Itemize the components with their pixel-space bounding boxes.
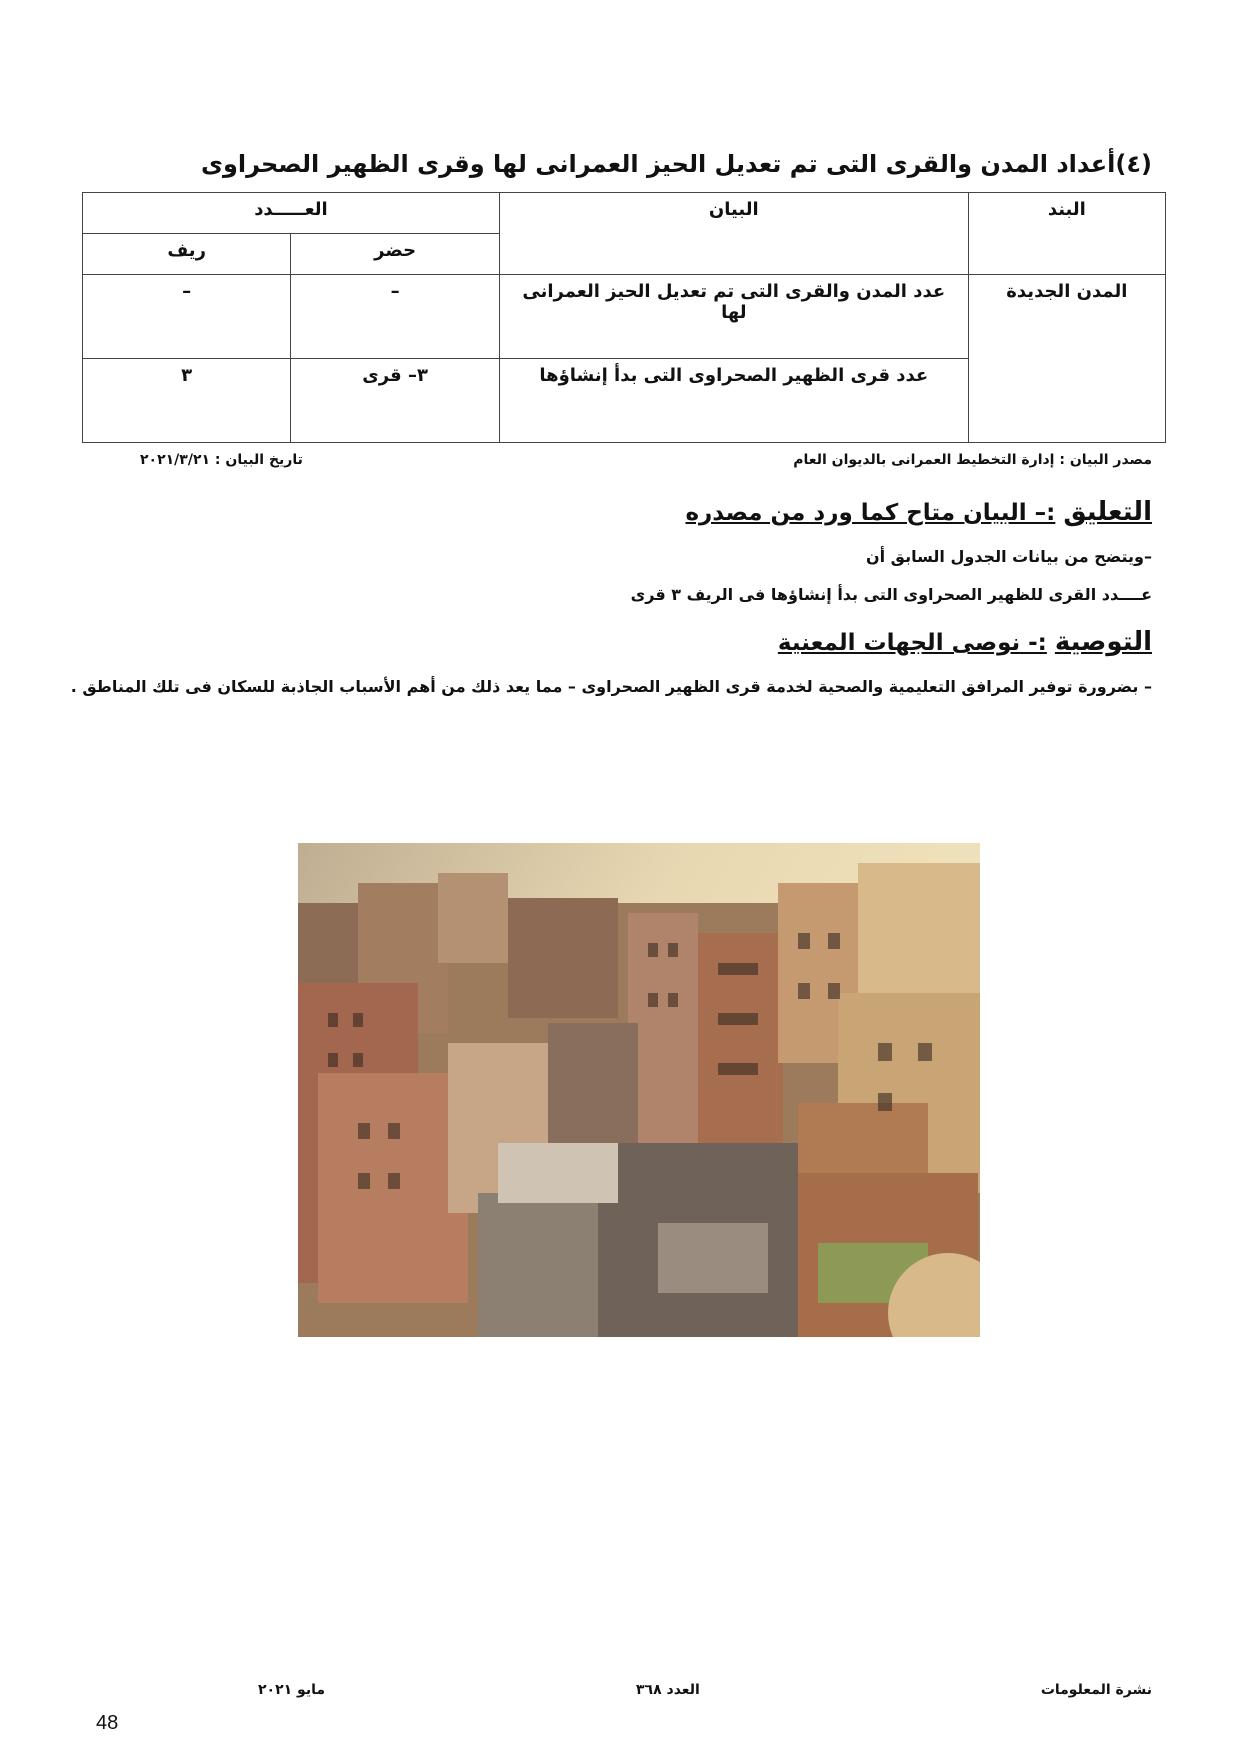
- data-table: [82, 192, 1166, 443]
- table-row-rural: –: [83, 275, 291, 359]
- header-number: العـــــدد: [83, 193, 500, 234]
- header-band: البند: [968, 193, 1165, 275]
- footer-publication: نشرة المعلومات: [1040, 1682, 1152, 1698]
- recommendation-text: :- نوصى الجهات المعنية: [777, 630, 1047, 656]
- table-row-rural: ٣: [83, 359, 291, 443]
- table-row-statement: عدد قرى الظهير الصحراوى التى بدأ إنشاؤها: [499, 359, 968, 443]
- table-row-statement: عدد المدن والقرى التى تم تعديل الحيز العمرانى لها: [499, 275, 968, 359]
- header-statement: البيان: [499, 193, 968, 275]
- footer-issue: العدد ٣٦٨: [636, 1682, 700, 1698]
- header-urban: حضر: [291, 234, 500, 275]
- band-cell: المدن الجديدة: [968, 275, 1165, 443]
- page-number: 48: [96, 1712, 119, 1734]
- source-line: [80, 452, 1152, 468]
- source-date: تاريخ البيان : ٢٠٢١/٣/٢١: [140, 452, 303, 468]
- table-row-urban: ٣– قرى: [291, 359, 500, 443]
- header-rural: ريف: [83, 234, 291, 275]
- comment-label: التعليق: [1063, 497, 1152, 527]
- comment-line-2: عــــدد القرى للظهير الصحراوى التى بدأ إنشاؤها فى الريف ٣ قرى: [630, 585, 1152, 604]
- footer-date: مايو ٢٠٢١: [258, 1682, 326, 1698]
- comment-heading: [685, 497, 1152, 527]
- source-label: مصدر البيان : إدارة التخطيط العمرانى بالديوان العام: [793, 452, 1152, 468]
- comment-line-1: –ويتضح من بيانات الجدول السابق أن: [865, 547, 1152, 566]
- section-title: (٤)أعداد المدن والقرى التى تم تعديل الحيز العمرانى لها وقرى الظهير الصحراوى: [200, 150, 1152, 178]
- recommendation-label: التوصية: [1054, 627, 1152, 657]
- comment-text: :– البيان متاح كما ورد من مصدره: [685, 500, 1056, 526]
- recommendation-line: – بضرورة توفير المرافق التعليمية والصحية لخدمة قرى الظهير الصحراوى – مما يعد ذلك من أهم الأسباب الجاذبة للسكان فى تلك المناطق .: [70, 677, 1152, 696]
- village-photo: [298, 843, 980, 1337]
- table-row-urban: –: [291, 275, 500, 359]
- recommendation-heading: [778, 627, 1152, 657]
